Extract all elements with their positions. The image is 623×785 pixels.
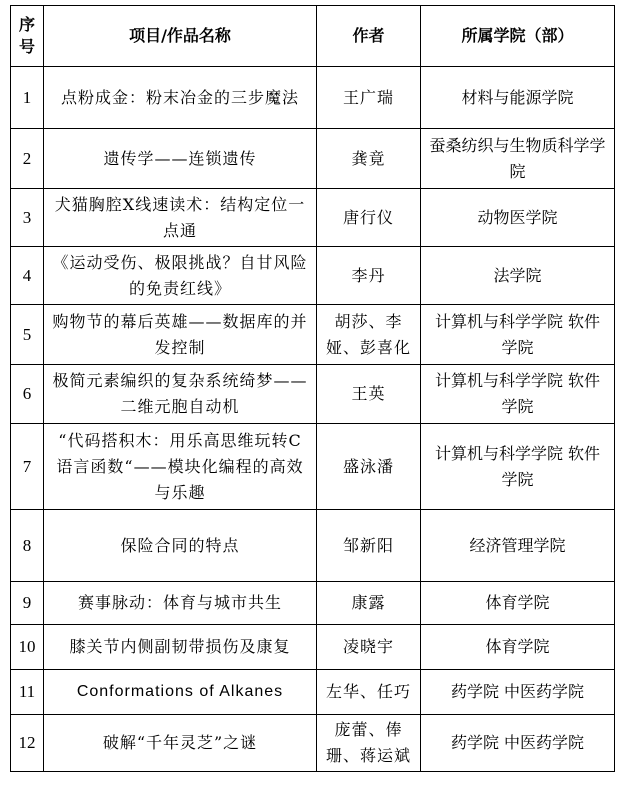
row-title: “代码搭积木：用乐高思维玩转C语言函数“——模块化编程的高效与乐趣 bbox=[44, 424, 317, 510]
header-college: 所属学院（部） bbox=[421, 6, 615, 67]
row-author: 胡莎、李娅、彭喜化 bbox=[317, 305, 421, 365]
row-title: 极简元素编织的复杂系统绮梦——二维元胞自动机 bbox=[44, 365, 317, 424]
row-number: 8 bbox=[11, 510, 44, 582]
row-college: 药学院 中医药学院 bbox=[421, 715, 615, 772]
row-author: 康露 bbox=[317, 582, 421, 625]
row-title: 保险合同的特点 bbox=[44, 510, 317, 582]
row-author: 庞蕾、俸珊、蒋运斌 bbox=[317, 715, 421, 772]
row-college: 法学院 bbox=[421, 247, 615, 305]
row-number: 2 bbox=[11, 129, 44, 189]
row-title: 《运动受伤、极限挑战？自甘风险的免责红线》 bbox=[44, 247, 317, 305]
table-row bbox=[11, 715, 615, 772]
row-title: 购物节的幕后英雄——数据库的并发控制 bbox=[44, 305, 317, 365]
row-author: 左华、任巧 bbox=[317, 670, 421, 715]
header-seq: 序 号 bbox=[11, 6, 44, 67]
row-college: 经济管理学院 bbox=[421, 510, 615, 582]
row-author: 龚竟 bbox=[317, 129, 421, 189]
row-title: 犬猫胸腔X线速读术：结构定位一点通 bbox=[44, 189, 317, 247]
table-row bbox=[11, 305, 615, 365]
row-title: Conformations of Alkanes bbox=[44, 670, 317, 715]
works-table bbox=[10, 5, 615, 772]
row-title: 赛事脉动：体育与城市共生 bbox=[44, 582, 317, 625]
table-row bbox=[11, 365, 615, 424]
table-row bbox=[11, 670, 615, 715]
header-title: 项目/作品名称 bbox=[44, 6, 317, 67]
table-row bbox=[11, 67, 615, 129]
row-college: 计算机与科学学院 软件学院 bbox=[421, 305, 615, 365]
table-row bbox=[11, 189, 615, 247]
row-number: 5 bbox=[11, 305, 44, 365]
row-college: 计算机与科学学院 软件学院 bbox=[421, 424, 615, 510]
table-row bbox=[11, 582, 615, 625]
row-author: 凌晓宇 bbox=[317, 625, 421, 670]
row-title: 膝关节内侧副韧带损伤及康复 bbox=[44, 625, 317, 670]
row-author: 王英 bbox=[317, 365, 421, 424]
row-college: 动物医学院 bbox=[421, 189, 615, 247]
row-number: 1 bbox=[11, 67, 44, 129]
row-number: 11 bbox=[11, 670, 44, 715]
row-college: 体育学院 bbox=[421, 625, 615, 670]
table-row bbox=[11, 424, 615, 510]
row-college: 药学院 中医药学院 bbox=[421, 670, 615, 715]
row-author: 唐行仪 bbox=[317, 189, 421, 247]
row-number: 6 bbox=[11, 365, 44, 424]
row-number: 4 bbox=[11, 247, 44, 305]
header-author: 作者 bbox=[317, 6, 421, 67]
row-number: 12 bbox=[11, 715, 44, 772]
table-row bbox=[11, 625, 615, 670]
row-college: 体育学院 bbox=[421, 582, 615, 625]
row-number: 10 bbox=[11, 625, 44, 670]
row-college: 计算机与科学学院 软件学院 bbox=[421, 365, 615, 424]
row-number: 9 bbox=[11, 582, 44, 625]
row-title: 遗传学——连锁遗传 bbox=[44, 129, 317, 189]
row-college: 材料与能源学院 bbox=[421, 67, 615, 129]
table-row bbox=[11, 247, 615, 305]
row-number: 7 bbox=[11, 424, 44, 510]
row-author: 李丹 bbox=[317, 247, 421, 305]
header-row bbox=[11, 6, 615, 67]
row-author: 盛泳潘 bbox=[317, 424, 421, 510]
row-author: 邹新阳 bbox=[317, 510, 421, 582]
row-title: 点粉成金：粉末冶金的三步魔法 bbox=[44, 67, 317, 129]
row-author: 王广瑞 bbox=[317, 67, 421, 129]
row-college: 蚕桑纺织与生物质科学学院 bbox=[421, 129, 615, 189]
row-number: 3 bbox=[11, 189, 44, 247]
table-row bbox=[11, 510, 615, 582]
table-row bbox=[11, 129, 615, 189]
row-title: 破解“千年灵芝”之谜 bbox=[44, 715, 317, 772]
